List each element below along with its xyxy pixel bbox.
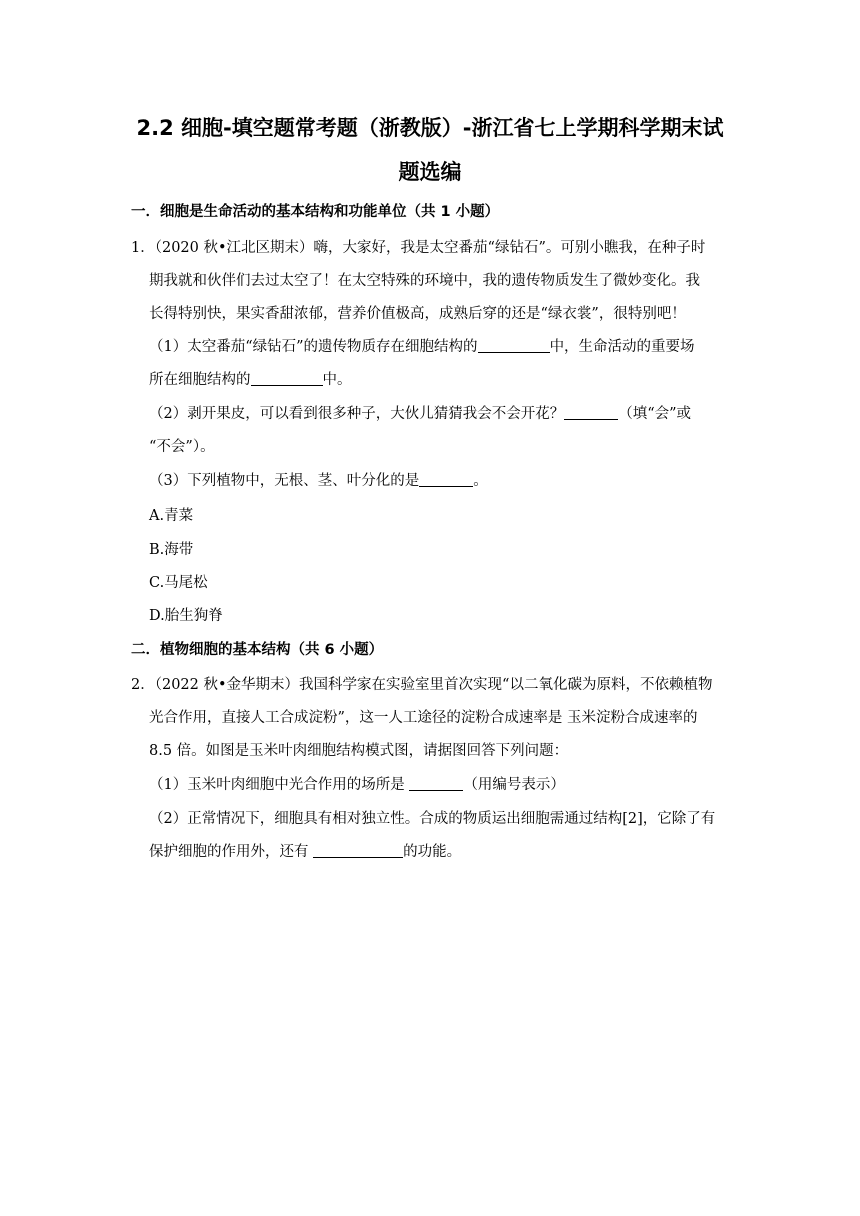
answer-blank[interactable] xyxy=(478,338,550,353)
question-2-part-2-cont xyxy=(149,842,461,862)
page-title-line-2: 题选编 xyxy=(398,160,462,184)
question-1-line-3: 长得特别快，果实香甜浓郁，营养价值极高，成熟后穿的还是“绿衣裳”，很特别吧！ xyxy=(149,306,686,322)
question-1-part-1 xyxy=(149,337,695,357)
answer-blank[interactable] xyxy=(313,843,403,858)
section-2-heading: 二．植物细胞的基本结构（共 6 小题） xyxy=(131,642,384,658)
question-1-part-1-text-c: 所在细胞结构的 xyxy=(149,372,251,388)
question-1-part-1-text-b: 中，生命活动的重要场 xyxy=(549,339,695,355)
question-2-part-1-text-b: （用编号表示） xyxy=(463,777,565,793)
question-1-line-1: 1．（2020 秋•江北区期末）嗨，大家好，我是太空番茄“绿钻石”。可别小瞧我，在种子时 xyxy=(131,240,706,256)
question-1-part-3-text-b: 。 xyxy=(473,473,488,489)
question-2-part-2-text-c: 的功能。 xyxy=(403,844,462,860)
question-2-part-1-text-a: （1）玉米叶肉细胞中光合作用的场所是 xyxy=(149,777,410,793)
option-b: B.海带 xyxy=(149,542,194,558)
question-2-line-3: 8.5 倍。如图是玉米叶肉细胞结构模式图，请据图回答下列问题： xyxy=(149,743,569,759)
question-1-line-2: 期我就和伙伴们去过太空了！在太空特殊的环境中，我的遗传物质发生了微妙变化。我 xyxy=(149,273,700,289)
question-2-part-2: （2）正常情况下，细胞具有相对独立性。合成的物质运出细胞需通过结构[2]，它除了有 xyxy=(149,811,716,827)
option-d: D.胎生狗脊 xyxy=(149,608,223,624)
page-title-line-1: 2.2 细胞-填空题常考题（浙教版）-浙江省七上学期科学期末试 xyxy=(136,116,724,140)
answer-blank[interactable] xyxy=(251,371,323,386)
answer-blank[interactable] xyxy=(564,405,618,420)
question-1-part-2 xyxy=(149,404,691,424)
question-1-part-3 xyxy=(149,471,488,491)
question-1-part-2-text-a: （2）剥开果皮，可以看到很多种子，大伙儿猜猜我会不会开花？ xyxy=(149,406,565,422)
option-c: C.马尾松 xyxy=(149,575,208,591)
question-2-line-2: 光合作用，直接人工合成淀粉”，这一人工途径的淀粉合成速率是 玉米淀粉合成速率的 xyxy=(149,710,698,726)
question-1-part-1-cont xyxy=(149,370,352,390)
question-2-part-2-text-b: 保护细胞的作用外，还有 xyxy=(149,844,314,860)
question-1-part-2-cont: “不会”）。 xyxy=(149,439,215,455)
question-2-line-1: 2．（2022 秋•金华期末）我国科学家在实验室里首次实现“以二氧化碳为原料，不依赖植物 xyxy=(131,677,713,693)
question-1-part-1-text-d: 中。 xyxy=(322,372,352,388)
question-1-part-2-text-b: （填“会”或 xyxy=(618,406,692,422)
answer-blank[interactable] xyxy=(419,472,473,487)
question-2-part-1 xyxy=(149,775,565,795)
answer-blank[interactable] xyxy=(409,776,463,791)
question-1-part-1-text-a: （1）太空番茄“绿钻石”的遗传物质存在细胞结构的 xyxy=(149,339,478,355)
option-a: A.青菜 xyxy=(149,508,194,524)
question-1-part-3-text-a: （3）下列植物中，无根、茎、叶分化的是 xyxy=(149,473,420,489)
section-1-heading: 一．细胞是生命活动的基本结构和功能单位（共 1 小题） xyxy=(131,204,500,220)
